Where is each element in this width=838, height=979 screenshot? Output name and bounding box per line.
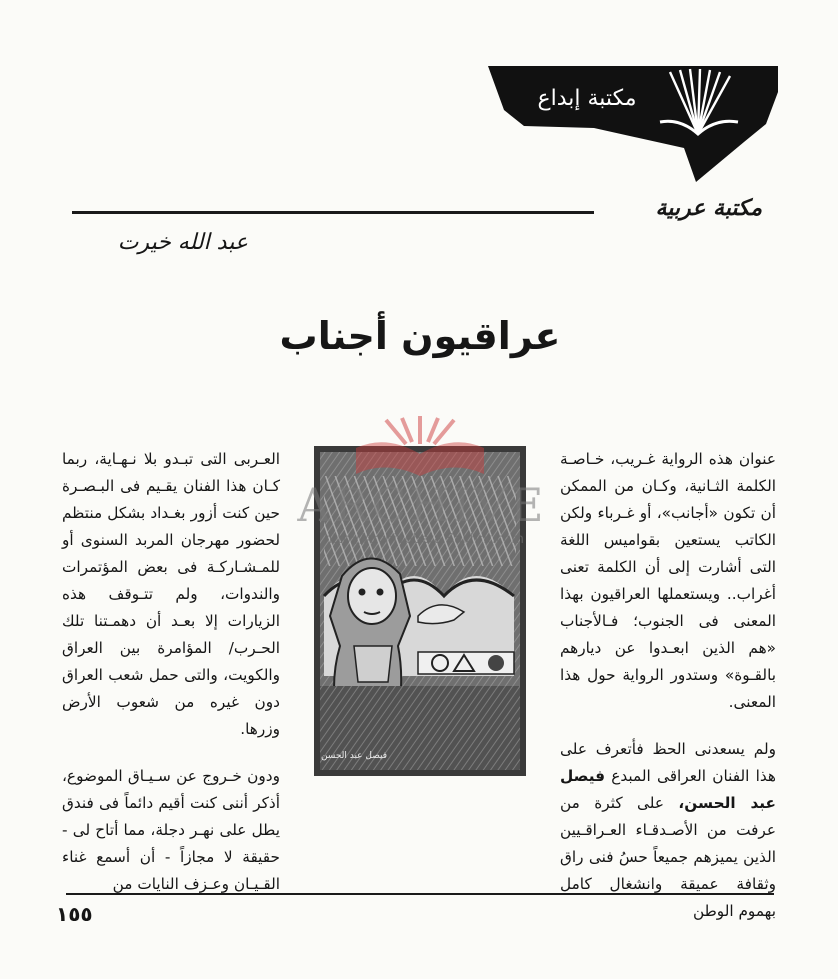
- library-banner: [484, 62, 780, 184]
- paragraph: ودون خـروج عن سـيـاق الموضوع، أذكر أننى كنت أقيم دائماً فى فندق يطل على نهـر دجلة، مما أتاح لى - حقيقة لا مجازاً - أن أسمع غناء القـيـان وعـزف النايات من: [62, 767, 280, 893]
- cover-signature: فيصل عبد الحسن: [320, 751, 388, 761]
- footer-rule: [66, 893, 774, 895]
- section-label: مكتبة عربية: [655, 196, 762, 221]
- author-name: عبد الله خيرت: [117, 230, 248, 255]
- column-left: [62, 446, 280, 918]
- archive-logo-icon: [346, 414, 494, 478]
- watermark-url: http://Archivebeta.Sakhrit.com: [324, 532, 524, 547]
- artist-name: فيصل عبد الحسن،: [560, 767, 776, 812]
- paragraph: العـربى التى تبـدو بلا نـهـاية، ربما كـان هذا الفنان يقـيم فى البـصـرة حين كنت أزور بغـداد بشكل منتظم لحضور مهرجان المربد السنوى أو للمـشـاركـة فى بعض المؤتمرات والندوات، ولم تتـوقف هذه الزيارات إلا بعـد أن دهمـتنا تلك الحـرب/ المؤامرة بين العراق والكويت، والتى حمل شعب العراق دون غيره من شعوب الأرض وزرها.: [62, 450, 280, 738]
- paragraph: عنوان هذه الرواية غـريب، خـاصـة الكلمة الثـانية، وكـان من الممكن أن تكون «أجانب»، أو غـرباء ولكن الكاتب يستعين بقواميس اللغة التى أشارت إلى أن الكلمة تعنى أغراب.. ويستعملها العراقيون بهذا المعنى فى الجنوب؛ فـالأجناب «هم الذين ابعـدوا عن ديارهم بالقـوة» وستدور الرواية حول هذا المعنى.: [560, 450, 776, 711]
- paragraph: [560, 736, 776, 925]
- paragraph-text: ولم يسعدنى الحظ فأتعرف على هذا الفنان العراقى المبدع: [560, 740, 776, 785]
- article-title: عراقيون أجناب: [279, 314, 561, 358]
- banner-title: مكتبة إبداع: [537, 86, 637, 111]
- page-number: ١٥٥: [56, 902, 93, 926]
- header-rule: [72, 211, 594, 214]
- watermark-text: ARCHIVE: [297, 478, 547, 532]
- column-right: [560, 446, 776, 945]
- paragraph-text: على كثرة من عرفت من الأصـدقـاء العـراقـيين الذين يميزهم جميعاً حسُ فنى راق وثقافة عميقة وانشغال كامل بهموم الوطن: [560, 794, 776, 920]
